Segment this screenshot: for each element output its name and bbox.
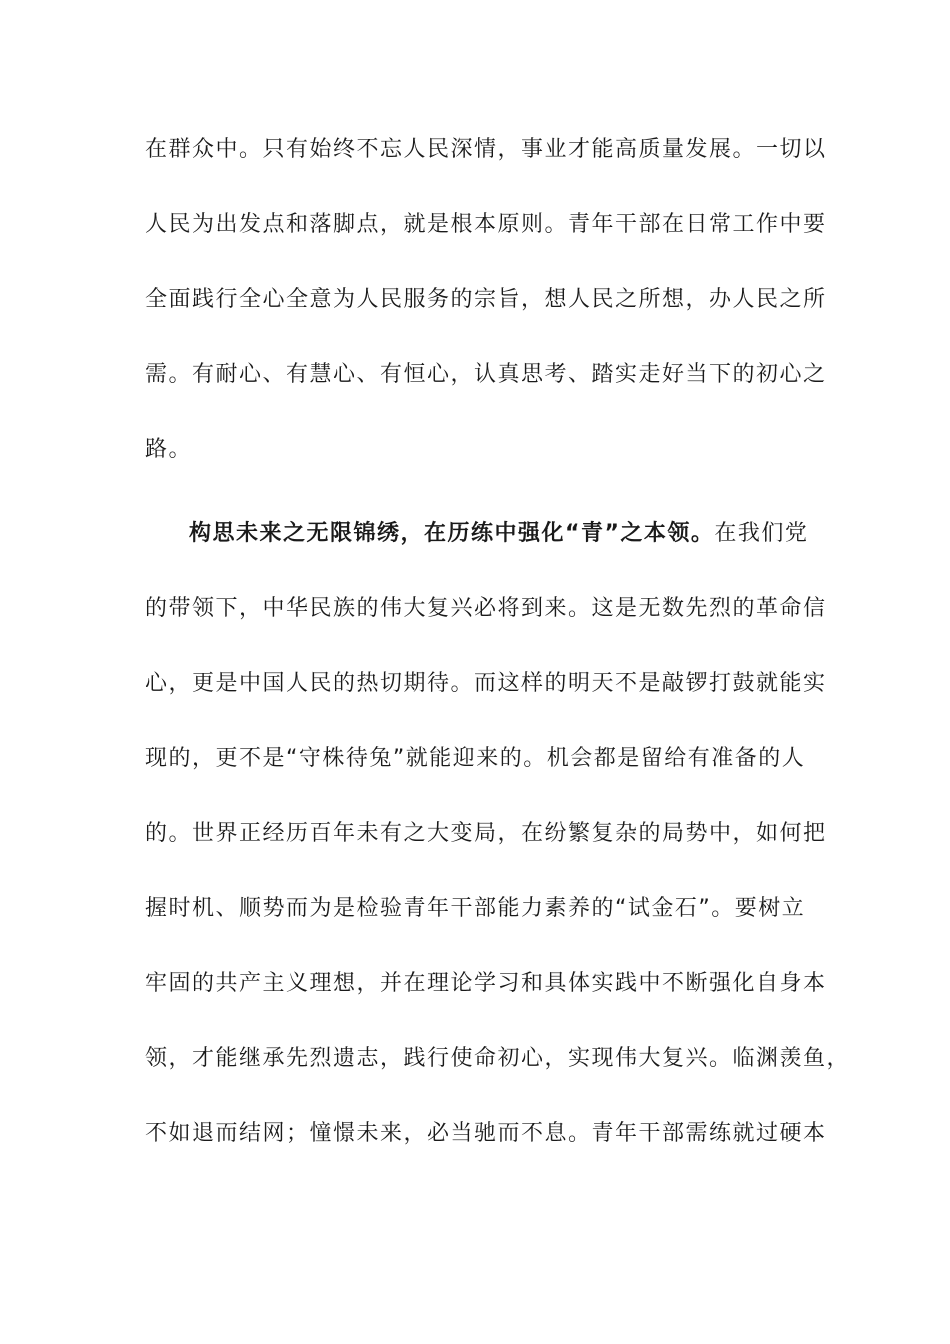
text-line: 人民为出发点和落脚点，就是根本原则。青年干部在日常工作中要 xyxy=(145,212,827,237)
paragraph-lead-text: 在我们党 xyxy=(714,521,809,546)
paragraph-heading: 构思未来之无限锦绣，在历练中强化“青”之本领。 xyxy=(189,521,715,546)
text-line: 的带领下，中华民族的伟大复兴必将到来。这是无数先烈的革命信 xyxy=(145,596,827,621)
text-line: 不如退而结网；憧憬未来，必当驰而不息。青年干部需练就过硬本 xyxy=(145,1121,827,1146)
text-line: 领，才能继承先烈遗志，践行使命初心，实现伟大复兴。临渊羡鱼， xyxy=(145,1046,851,1071)
text-line: 牢固的共产主义理想，并在理论学习和具体实践中不断强化自身本 xyxy=(145,971,827,996)
paragraph-first-line xyxy=(189,514,809,554)
text-line: 全面践行全心全意为人民服务的宗旨，想人民之所想，办人民之所 xyxy=(145,287,827,312)
text-line: 现的，更不是“守株待兔”就能迎来的。机会都是留给有准备的人 xyxy=(145,746,806,771)
text-line: 在群众中。只有始终不忘人民深情，事业才能高质量发展。一切以 xyxy=(145,137,827,162)
text-line: 握时机、顺势而为是检验青年干部能力素养的“试金石”。要树立 xyxy=(145,896,806,921)
text-line: 需。有耐心、有慧心、有恒心，认真思考、踏实走好当下的初心之 xyxy=(145,362,827,387)
text-line: 路。 xyxy=(145,437,193,462)
text-line: 的。世界正经历百年未有之大变局，在纷繁复杂的局势中，如何把 xyxy=(145,821,827,846)
text-line: 心，更是中国人民的热切期待。而这样的明天不是敲锣打鼓就能实 xyxy=(145,671,827,696)
